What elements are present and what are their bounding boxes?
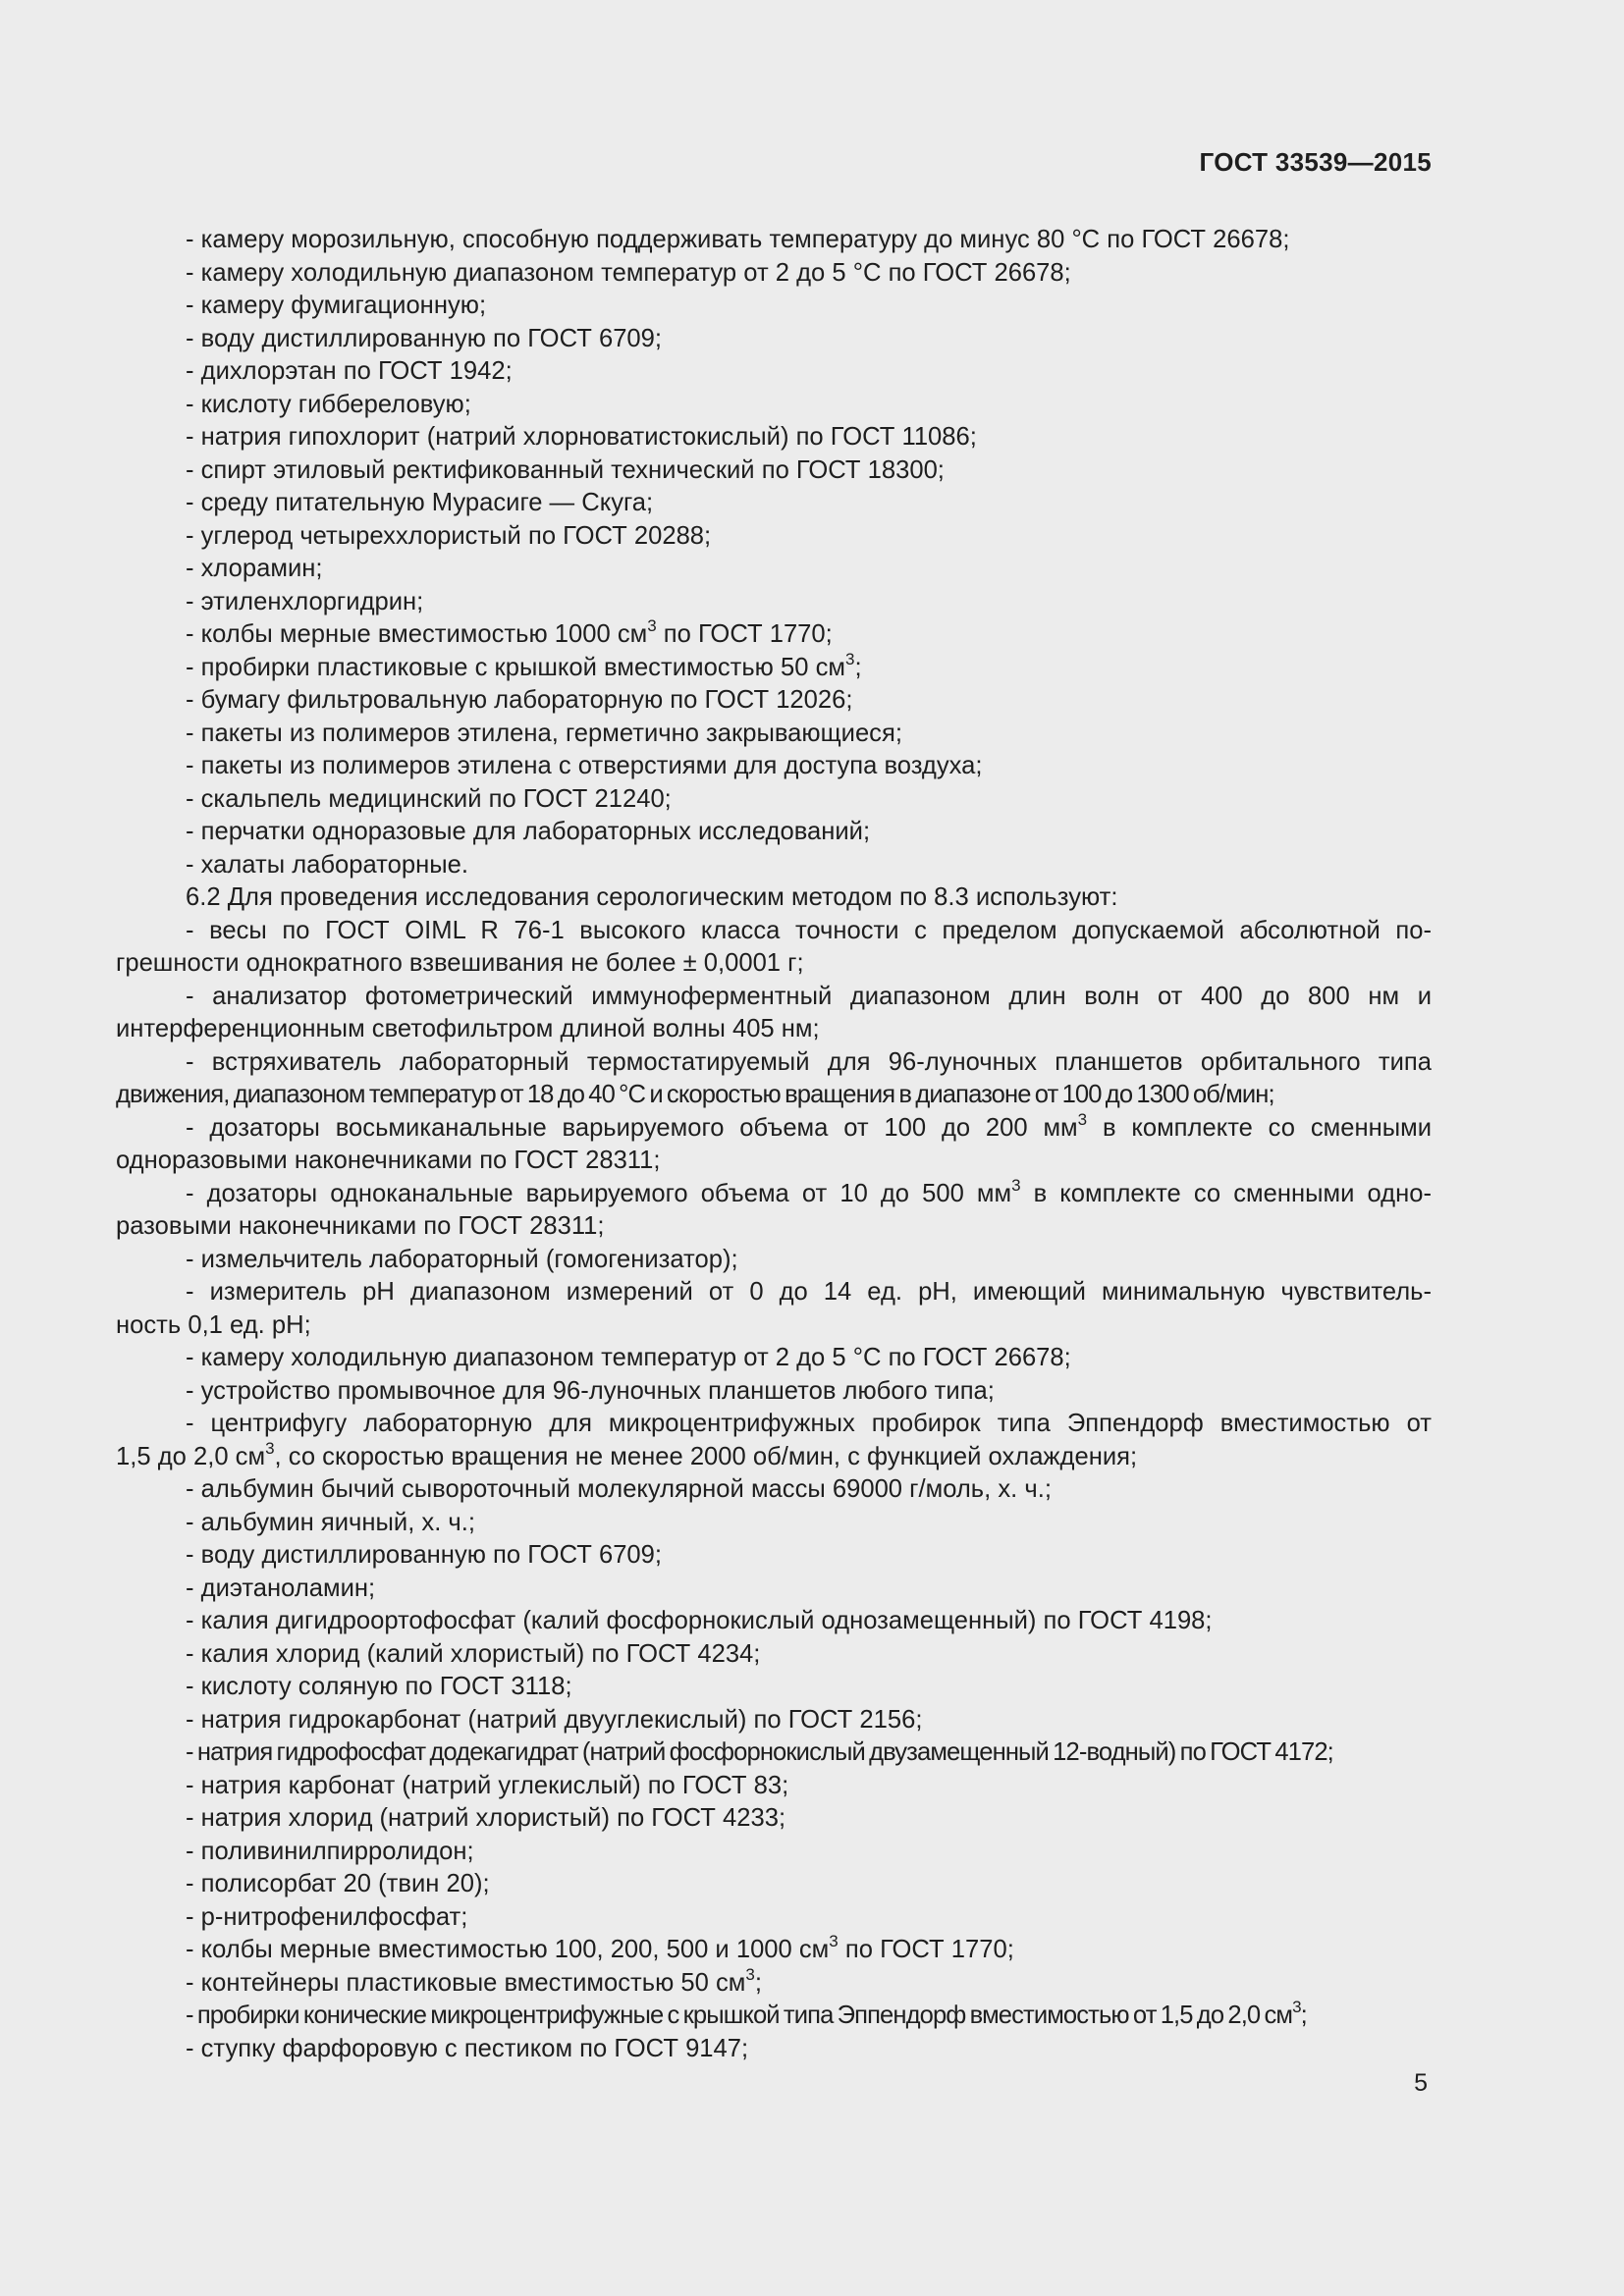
text-line	[116, 1868, 1432, 1901]
line-text: - камеру морозильную, способную поддерживать температуру до минус 80 °С по ГОСТ 26678;	[186, 226, 1290, 253]
line-text: - хлорамин;	[186, 555, 323, 582]
text-line	[116, 1112, 1432, 1146]
text-line	[116, 355, 1432, 389]
line-text: - весы по ГОСТ OIML R 76-1 высокого класса точности с пределом допускаемой абсолютной по-	[186, 916, 1432, 944]
line-text: - среду питательную Мурасиге — Скуга;	[186, 489, 654, 516]
text-line	[116, 816, 1432, 849]
superscript: 3	[1077, 1111, 1088, 1129]
line-text: - измеритель рН диапазоном измерений от 0 до 14 ед. рН, имеющий минимальную чувствитель-	[186, 1278, 1432, 1306]
text-line	[116, 1573, 1432, 1606]
line-text: - р-нитрофенилфосфат;	[186, 1902, 468, 1931]
line-text: - натрия хлорид (натрий хлористый) по ГОСТ 4233;	[186, 1804, 786, 1832]
line-text: грешности однократного взвешивания не более ± 0,0001 г;	[116, 949, 804, 977]
line-text: 1,5 до 2,0 см	[116, 1442, 266, 1470]
text-line	[116, 290, 1432, 323]
text-line	[116, 618, 1432, 652]
line-text: - контейнеры пластиковые вместимостью 50 см	[186, 1968, 746, 1997]
line-text: - поливинилпирролидон;	[186, 1837, 474, 1865]
line-text: - измельчитель лабораторный (гомогенизатор);	[186, 1245, 738, 1273]
line-text: - центрифугу лабораторную для микроцентрифужных пробирок типа Эппендорф вместимостью от	[186, 1410, 1432, 1437]
text-line	[116, 1934, 1432, 1967]
line-text: - колбы мерные вместимостью 100, 200, 500 и 1000 см	[186, 1936, 830, 1963]
text-line	[116, 553, 1432, 586]
text-line	[116, 1210, 1432, 1244]
line-text: - пакеты из полимеров этилена с отверстиями для доступа воздуха;	[186, 752, 983, 779]
line-text: - ступку фарфоровую с пестиком по ГОСТ 9147;	[186, 2034, 749, 2062]
line-text: - натрия гидрокарбонат (натрий двууглекислый) по ГОСТ 2156;	[186, 1705, 923, 1734]
text-line	[116, 454, 1432, 488]
superscript: 3	[844, 649, 855, 668]
line-text: - натрия гипохлорит (натрий хлорноватистокислый) по ГОСТ 11086;	[186, 423, 977, 451]
superscript: 3	[647, 616, 657, 635]
line-text: - бумагу фильтровальную лабораторную по ГОСТ 12026;	[186, 686, 853, 714]
text-line	[116, 257, 1432, 291]
text-line	[116, 1836, 1432, 1869]
text-line	[116, 1244, 1432, 1277]
text-line	[116, 1276, 1432, 1309]
text-line	[116, 915, 1432, 948]
line-tail: по ГОСТ 1770;	[838, 1936, 1014, 1963]
text-line	[116, 1408, 1432, 1441]
text-line	[116, 649, 1432, 685]
text-line	[116, 981, 1432, 1014]
line-text: ность 0,1 ед. рН;	[116, 1310, 311, 1339]
text-line	[116, 1079, 1432, 1112]
superscript: 3	[265, 1438, 275, 1458]
text-line	[116, 1802, 1432, 1836]
line-text: - камеру фумигационную;	[186, 292, 487, 319]
text-line	[116, 849, 1432, 882]
text-line	[116, 1178, 1432, 1211]
line-tail: в комплекте со сменными одно-	[1020, 1179, 1432, 1207]
text-line	[116, 1438, 1432, 1474]
line-text: - углерод четыреххлористый по ГОСТ 20288;	[186, 521, 712, 550]
line-text: - этиленхлоргидрин;	[186, 587, 424, 615]
text-line	[116, 1704, 1432, 1737]
line-text: интерференционным светофильтром длиной волны 405 нм;	[116, 1015, 820, 1042]
line-text: 6.2 Для проведения исследования серологическим методом по 8.3 используют:	[186, 883, 1118, 911]
text-line	[116, 783, 1432, 817]
line-text: - перчатки одноразовые для лабораторных исследований;	[186, 818, 871, 845]
text-line	[116, 520, 1432, 554]
text-line	[116, 1046, 1432, 1080]
line-text: - дихлорэтан по ГОСТ 1942;	[186, 357, 513, 385]
line-text: - альбумин яичный, х. ч.;	[186, 1508, 475, 1536]
line-tail: , со скоростью вращения не менее 2000 об/мин, с функцией охлаждения;	[274, 1442, 1138, 1470]
line-text: - спирт этиловый ректификованный технический по ГОСТ 18300;	[186, 455, 945, 484]
line-tail: ;	[1300, 2002, 1307, 2029]
line-text: - колбы мерные вместимостью 1000 см	[186, 620, 648, 648]
superscript: 3	[1011, 1177, 1021, 1195]
line-text: - камеру холодильную диапазоном температур от 2 до 5 °С по ГОСТ 26678;	[186, 258, 1071, 287]
line-text: - встряхиватель лабораторный термостатируемый для 96-луночных планшетов орбитального типа	[186, 1047, 1432, 1076]
text-line	[116, 1539, 1432, 1573]
text-line	[116, 487, 1432, 520]
line-tail: по ГОСТ 1770;	[656, 620, 833, 648]
line-text: - камеру холодильную диапазоном температур от 2 до 5 °С по ГОСТ 26678;	[186, 1344, 1071, 1371]
document-code-header: ГОСТ 33539—2015	[1199, 147, 1432, 177]
text-line	[116, 1671, 1432, 1704]
text-line	[116, 1901, 1432, 1935]
line-text: разовыми наконечниками по ГОСТ 28311;	[116, 1212, 605, 1240]
text-line	[116, 718, 1432, 751]
superscript: 3	[829, 1932, 839, 1950]
text-line	[116, 1964, 1432, 2001]
line-text: - воду дистиллированную по ГОСТ 6709;	[186, 324, 663, 352]
text-line	[116, 1638, 1432, 1672]
text-line	[116, 881, 1432, 915]
text-line	[116, 1770, 1432, 1803]
line-tail: ;	[854, 653, 862, 681]
superscript: 3	[745, 1964, 755, 1984]
line-text: - анализатор фотометрический иммуноферментный диапазоном длин волн от 400 до 800 нм и	[186, 982, 1432, 1010]
text-line	[116, 1473, 1432, 1507]
superscript: 3	[1292, 1998, 1301, 2016]
line-text: одноразовыми наконечниками по ГОСТ 28311;	[116, 1147, 661, 1174]
line-text: - дозаторы восьмиканальные варьируемого объема от 100 до 200 мм	[186, 1113, 1078, 1142]
line-text: - дозаторы одноканальные варьируемого объема от 10 до 500 мм	[186, 1179, 1012, 1207]
line-text: - кислоту гиббереловую;	[186, 390, 471, 418]
line-text: - пробирки пластиковые с крышкой вместимостью 50 см	[186, 653, 845, 681]
line-text: - халаты лабораторные.	[186, 850, 468, 879]
line-text: - натрия карбонат (натрий углекислый) по ГОСТ 83;	[186, 1771, 789, 1799]
text-line	[116, 1507, 1432, 1540]
text-line	[116, 1342, 1432, 1375]
line-text: - кислоту соляную по ГОСТ 3118;	[186, 1673, 572, 1700]
text-line	[116, 323, 1432, 356]
text-line	[116, 2033, 1432, 2066]
line-text: - натрия гидрофосфат додекагидрат (натрий фосфорнокислый двузамещенный 12-водный) по ГОСТ 4172;	[186, 1738, 1333, 1766]
line-tail: в комплекте со сменными	[1087, 1113, 1432, 1142]
line-text: - воду дистиллированную по ГОСТ 6709;	[186, 1541, 663, 1569]
text-line	[116, 1736, 1432, 1770]
document-body	[116, 224, 1432, 2065]
line-text: - устройство промывочное для 96-луночных планшетов любого типа;	[186, 1376, 995, 1405]
line-text: - пробирки конические микроцентрифужные с крышкой типа Эппендорф вместимостью от 1,5 до 2,0 см	[186, 2002, 1293, 2029]
text-line	[116, 1375, 1432, 1409]
line-text: - полисорбат 20 (твин 20);	[186, 1870, 490, 1897]
text-line	[116, 684, 1432, 718]
text-line	[116, 1605, 1432, 1638]
text-line	[116, 586, 1432, 619]
line-text: - скальпель медицинский по ГОСТ 21240;	[186, 784, 672, 813]
text-line	[116, 1145, 1432, 1178]
text-line	[116, 421, 1432, 454]
line-text: - альбумин бычий сывороточный молекулярной массы 69000 г/моль, х. ч.;	[186, 1475, 1052, 1503]
text-line	[116, 224, 1432, 257]
line-text: - пакеты из полимеров этилена, герметично закрывающиеся;	[186, 719, 902, 747]
line-text: - калия хлорид (калий хлористый) по ГОСТ 4234;	[186, 1639, 761, 1668]
text-line	[116, 947, 1432, 981]
text-line	[116, 389, 1432, 422]
line-tail: ;	[754, 1968, 762, 1997]
text-line	[116, 750, 1432, 783]
line-text: - калия дигидроортофосфат (калий фосфорнокислый однозамещенный) по ГОСТ 4198;	[186, 1607, 1213, 1634]
line-text: движения, диапазоном температур от 18 до 40 °С и скоростью вращения в диапазоне от 100 до 1300 об/мин;	[116, 1081, 1274, 1108]
text-line	[116, 1309, 1432, 1343]
line-text: - диэтаноламин;	[186, 1574, 376, 1602]
text-line	[116, 2000, 1432, 2033]
text-line	[116, 1013, 1432, 1046]
page-number: 5	[1414, 2069, 1428, 2097]
